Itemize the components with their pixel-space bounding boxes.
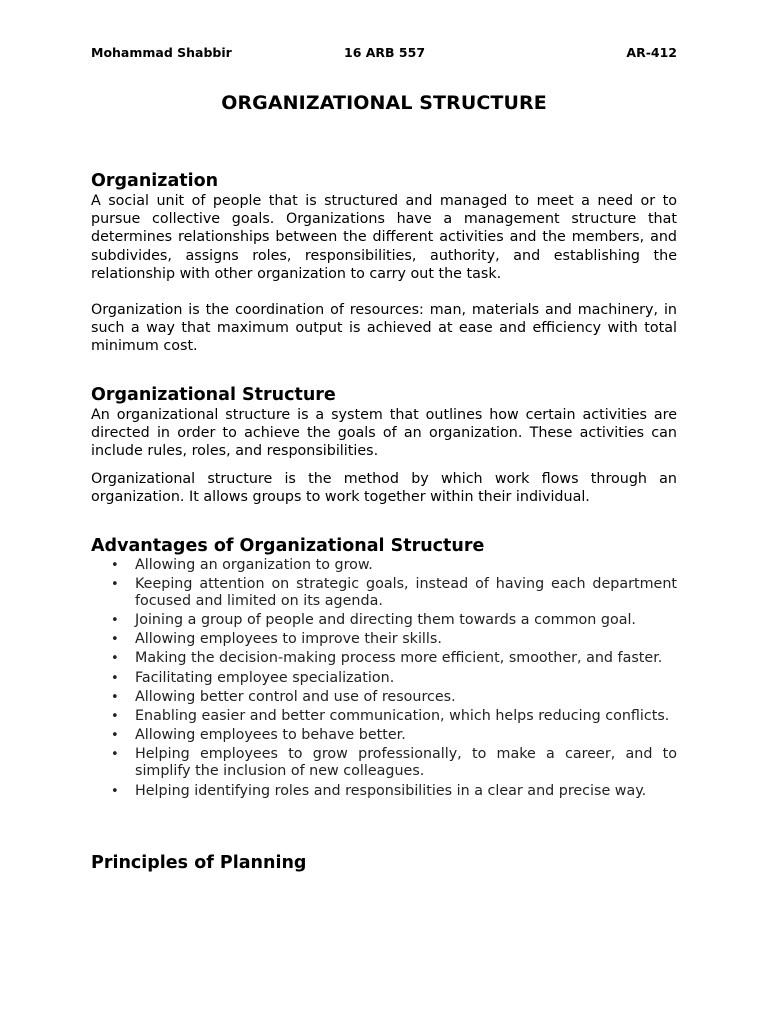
bullet-icon: • [111, 557, 119, 573]
list-item [91, 746, 677, 780]
section-heading-principles-of-planning: Principles of Planning [91, 852, 307, 873]
bullet-icon: • [111, 708, 119, 724]
list-item [91, 631, 677, 648]
bullet-icon: • [111, 783, 119, 799]
bullet-icon: • [111, 632, 119, 648]
list-item-text: Allowing employees to improve their skills. [135, 631, 442, 648]
list-item [91, 650, 677, 667]
list-item [91, 612, 677, 629]
author-name: Mohammad Shabbir [91, 45, 232, 60]
list-item-text: Allowing an organization to grow. [135, 556, 373, 573]
organization-paragraph-1: A social unit of people that is structured and managed to meet a need or to pursue collective goals. Organizations have a management structure that determines relationships between the different activities and the members, and subdivides, assigns roles, responsibilities, authority, and establishing the relationship with other organization to carry out the task. [91, 193, 677, 282]
document-title: ORGANIZATIONAL STRUCTURE [221, 92, 547, 114]
bullet-icon: • [111, 728, 119, 744]
section-heading-organizational-structure: Organizational Structure [91, 384, 336, 405]
list-item-text: Joining a group of people and directing them towards a common goal. [135, 612, 636, 629]
section-organizational-structure [91, 384, 677, 507]
structure-paragraph-1: An organizational structure is a system that outlines how certain activities are directed in order to achieve the goals of an organization. These activities can include rules, roles, and responsibilities. [91, 406, 677, 460]
list-item [91, 557, 677, 574]
bullet-icon: • [111, 651, 119, 667]
list-item [91, 576, 677, 610]
list-item-text: Allowing employees to behave better. [135, 727, 406, 744]
section-principles-of-planning [91, 852, 677, 874]
list-item-text: Enabling easier and better communication, which helps reducing conflicts. [135, 707, 670, 724]
advantages-list [91, 557, 677, 800]
list-item-text: Helping identifying roles and responsibilities in a clear and precise way. [135, 782, 647, 799]
list-item-text: Making the decision-making process more efficient, smoother, and faster. [135, 650, 663, 667]
list-item [91, 689, 677, 706]
list-item-text: Helping employees to grow professionally, to make a career, and to simplify the inclusion of new colleagues. [135, 746, 677, 780]
list-item [91, 708, 677, 725]
organization-paragraph-2: Organization is the coordination of resources: man, materials and machinery, in such a way that maximum output is achieved at ease and efficiency with total minimum cost. [91, 302, 677, 355]
list-item [91, 727, 677, 744]
bullet-icon: • [111, 670, 119, 686]
section-heading-advantages: Advantages of Organizational Structure [91, 535, 485, 556]
bullet-icon: • [111, 747, 119, 763]
course-code: AR-412 [626, 45, 677, 60]
list-item [91, 670, 677, 687]
list-item-text: Facilitating employee specialization. [135, 669, 395, 686]
section-organization [91, 170, 677, 356]
page-header [91, 45, 677, 63]
list-item [91, 783, 677, 800]
bullet-icon: • [111, 613, 119, 629]
student-id: 16 ARB 557 [344, 45, 426, 60]
list-item-text: Keeping attention on strategic goals, instead of having each department focused and limited on its agenda. [135, 575, 677, 609]
list-item-text: Allowing better control and use of resources. [135, 688, 456, 705]
section-advantages [91, 535, 677, 800]
bullet-icon: • [111, 689, 119, 705]
bullet-icon: • [111, 576, 119, 592]
section-heading-organization: Organization [91, 171, 219, 191]
structure-paragraph-2: Organizational structure is the method by which work flows through an organization. It allows groups to work together within their individual. [91, 471, 677, 506]
document-body [91, 170, 677, 874]
